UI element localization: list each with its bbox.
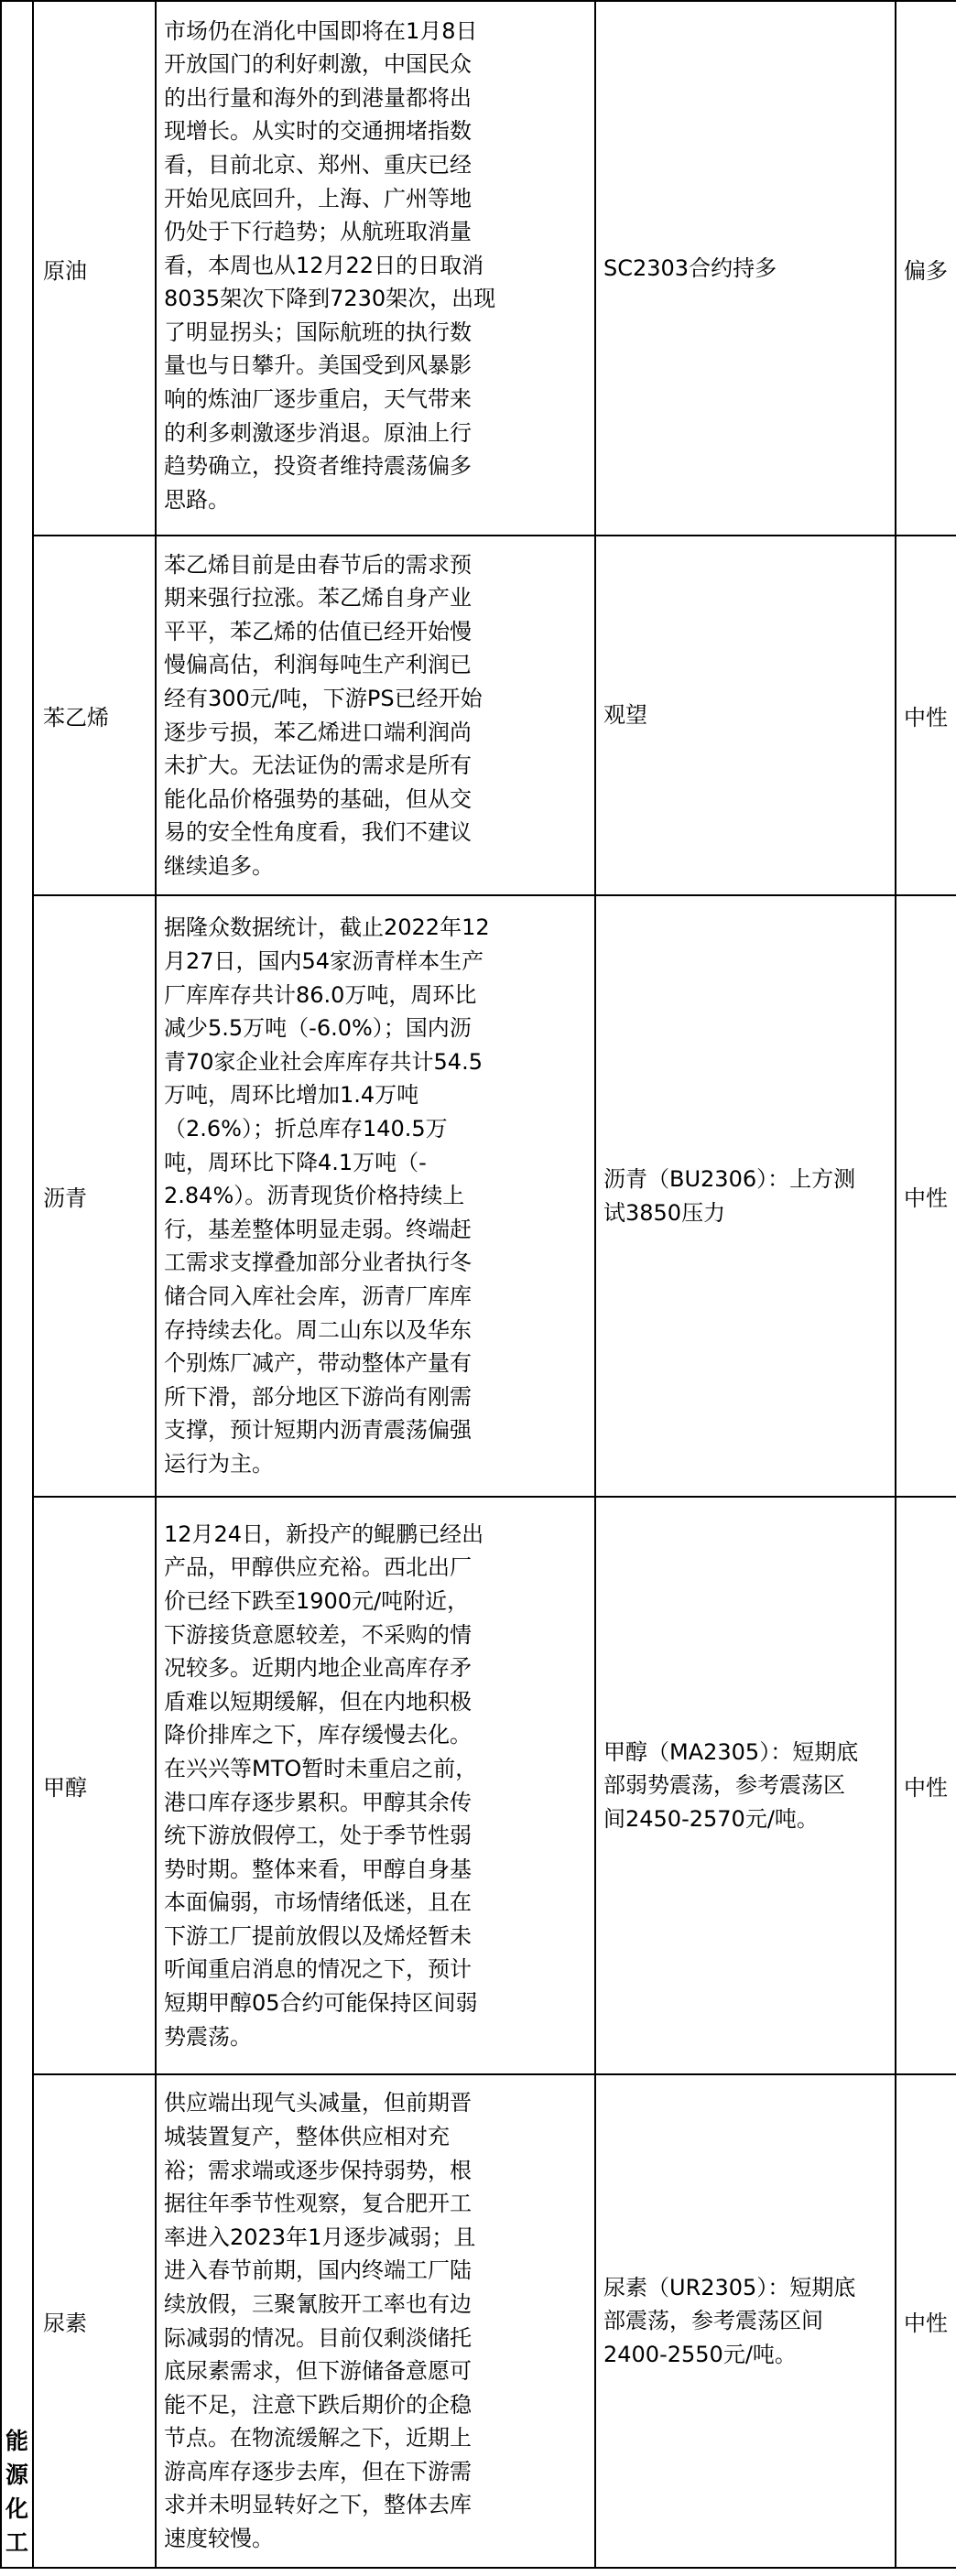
strategy-line: 部弱势震荡，参考震荡区 xyxy=(603,1772,845,1799)
analysis-cell xyxy=(156,1,595,536)
analysis-line: 工需求支撑叠加部分业者执行冬 xyxy=(164,1250,472,1276)
analysis-line: 易的安全性角度看，我们不建议 xyxy=(164,819,472,846)
view-cell: 中性 xyxy=(896,2074,956,2568)
analysis-line: 期来强行拉涨。苯乙烯自身产业 xyxy=(164,585,472,612)
analysis-line: 节点。在物流缓解之下，近期上 xyxy=(164,2425,472,2452)
sector-char: 工 xyxy=(5,2529,28,2556)
analysis-line: 开放国门的利好刺激，中国民众 xyxy=(164,51,472,78)
analysis-line: 看，目前北京、郑州、重庆已经 xyxy=(164,151,472,178)
analysis-line: 经有300元/吨，下游PS已经开始 xyxy=(164,685,483,711)
analysis-line: 据往年季节性观察，复合肥开工 xyxy=(164,2191,472,2217)
analysis-line: 看，本周也从12月22日的日取消 xyxy=(164,252,484,278)
analysis-line: 续放假，三聚氰胺开工率也有边 xyxy=(164,2290,472,2317)
analysis-line: 减少5.5万吨（-6.0%）；国内沥 xyxy=(164,1015,472,1042)
strategy-line: 沥青（BU2306）：上方测 xyxy=(603,1165,856,1192)
analysis-line: 量也与日攀升。美国受到风暴影 xyxy=(164,352,472,379)
table-row xyxy=(1,1,956,536)
table-bottom-border xyxy=(0,2567,956,2576)
analysis-line: 青70家企业社会库库存共计54.5 xyxy=(164,1048,483,1075)
strategy-cell xyxy=(595,1,896,536)
analysis-line: 城装置复产，整体供应相对充 xyxy=(164,2123,450,2149)
analysis-line: 厂库库存共计86.0万吨，周环比 xyxy=(164,981,477,1008)
analysis-line: 裕；需求端或逐步保持弱势，根 xyxy=(164,2157,472,2183)
analysis-line: 了明显拐头；国际航班的执行数 xyxy=(164,319,472,345)
analysis-line: 进入春节前期，国内终端工厂陆 xyxy=(164,2257,472,2284)
strategy-cell xyxy=(595,895,896,1497)
analysis-line: 运行为主。 xyxy=(164,1450,274,1477)
analysis-line: 求并未明显转好之下，整体去库 xyxy=(164,2492,472,2518)
analysis-line: 能不足，注意下跌后期价的企稳 xyxy=(164,2391,472,2418)
analysis-line: 慢偏高估，利润每吨生产利润已 xyxy=(164,652,472,678)
analysis-line: （2.6%）；折总库存140.5万 xyxy=(164,1116,448,1142)
analysis-line: 所下滑，部分地区下游尚有刚需 xyxy=(164,1383,472,1410)
analysis-line: 支撑，预计短期内沥青震荡偏强 xyxy=(164,1417,472,1444)
sector-char: 源 xyxy=(5,2462,28,2488)
analysis-line: 底尿素需求，但下游储备意愿可 xyxy=(164,2358,472,2385)
commodity-name: 苯乙烯 xyxy=(33,536,156,895)
analysis-cell xyxy=(156,1497,595,2074)
analysis-line: 万吨，周环比增加1.4万吨 xyxy=(164,1082,419,1109)
analysis-cell xyxy=(156,895,595,1497)
strategy-line: 部震荡，参考震荡区间 xyxy=(603,2308,823,2334)
analysis-line: 的利多刺激逐步消退。原油上行 xyxy=(164,419,472,446)
analysis-line: 势震荡。 xyxy=(164,2023,252,2050)
analysis-line: 况较多。近期内地企业高库存矛 xyxy=(164,1655,472,1682)
analysis-line: 降价排库之下，库存缓慢去化。 xyxy=(164,1722,472,1748)
analysis-line: 供应端出现气头减量，但前期晋 xyxy=(164,2090,472,2116)
analysis-line: 际减弱的情况。目前仅剩淡储托 xyxy=(164,2324,472,2351)
strategy-line: 观望 xyxy=(603,702,647,729)
sector-cell xyxy=(1,1,33,2568)
commodity-name: 甲醇 xyxy=(33,1497,156,2074)
analysis-line: 趋势确立，投资者维持震荡偏多 xyxy=(164,453,472,480)
analysis-line: 8035架次下降到7230架次，出现 xyxy=(164,286,496,312)
view-cell: 偏多 xyxy=(896,1,956,536)
analysis-line: 盾难以短期缓解，但在内地积极 xyxy=(164,1688,472,1715)
analysis-line: 听闻重启消息的情况之下，预计 xyxy=(164,1956,472,1983)
commodity-name: 原油 xyxy=(33,1,156,536)
analysis-line: 价已经下跌至1900元/吨附近， xyxy=(164,1587,470,1614)
commodity-name: 尿素 xyxy=(33,2074,156,2568)
view-cell: 中性 xyxy=(896,895,956,1497)
analysis-cell xyxy=(156,2074,595,2568)
commodity-name: 沥青 xyxy=(33,895,156,1497)
analysis-line: 势时期。整体来看，甲醇自身基 xyxy=(164,1856,472,1882)
analysis-line: 港口库存逐步累积。甲醇其余传 xyxy=(164,1789,472,1815)
analysis-line: 的出行量和海外的到港量都将出 xyxy=(164,84,472,111)
analysis-line: 据隆众数据统计，截止2022年12 xyxy=(164,915,490,941)
view-cell: 中性 xyxy=(896,536,956,895)
strategy-cell xyxy=(595,536,896,895)
table-row xyxy=(1,895,956,1497)
analysis-line: 本面偏弱，市场情绪低迷，且在 xyxy=(164,1889,472,1916)
analysis-line: 产品，甲醇供应充裕。西北出厂 xyxy=(164,1554,472,1581)
strategy-line: 试3850压力 xyxy=(603,1199,726,1226)
analysis-line: 未扩大。无法证伪的需求是所有 xyxy=(164,752,472,779)
view-cell: 中性 xyxy=(896,1497,956,2074)
sector-char: 化 xyxy=(5,2495,28,2522)
analysis-line: 短期甲醇05合约可能保持区间弱 xyxy=(164,1990,478,2017)
analysis-line: 下游接货意愿较差，不采购的情 xyxy=(164,1621,472,1648)
analysis-line: 能化品价格强势的基础，但从交 xyxy=(164,785,472,812)
analysis-line: 率进入2023年1月逐步减弱；且 xyxy=(164,2224,476,2250)
analysis-line: 下游工厂提前放假以及烯烃暂未 xyxy=(164,1922,472,1949)
analysis-line: 响的炼油厂逐步重启，天气带来 xyxy=(164,386,472,413)
strategy-cell xyxy=(595,2074,896,2568)
analysis-line: 现增长。从实时的交通拥堵指数 xyxy=(164,118,472,145)
strategy-line: 2400-2550元/吨。 xyxy=(603,2341,797,2367)
analysis-line: 游高库存逐步去库，但在下游需 xyxy=(164,2458,472,2484)
analysis-line: 开始见底回升，上海、广州等地 xyxy=(164,185,472,211)
analysis-line: 储合同入库社会库，沥青厂库库 xyxy=(164,1283,472,1309)
analysis-line: 存持续去化。周二山东以及华东 xyxy=(164,1316,472,1343)
table-row xyxy=(1,1497,956,2074)
strategy-line: SC2303合约持多 xyxy=(603,254,777,281)
table-row xyxy=(1,536,956,895)
analysis-line: 思路。 xyxy=(164,486,230,513)
analysis-line: 12月24日，新投产的鲲鹏已经出 xyxy=(164,1521,484,1547)
table-row xyxy=(1,2074,956,2568)
strategy-cell xyxy=(595,1497,896,2074)
analysis-line: 仍处于下行趋势；从航班取消量 xyxy=(164,219,472,245)
strategy-line: 间2450-2570元/吨。 xyxy=(603,1805,819,1832)
strategy-line: 甲醇（MA2305）：短期底 xyxy=(603,1738,859,1765)
analysis-line: 在兴兴等MTO暂时未重启之前， xyxy=(164,1755,478,1781)
analysis-cell xyxy=(156,536,595,895)
analysis-line: 吨，周环比下降4.1万吨（- xyxy=(164,1149,427,1175)
analysis-line: 月27日，国内54家沥青样本生产 xyxy=(164,948,484,975)
analysis-line: 行，基差整体明显走弱。终端赶 xyxy=(164,1216,472,1242)
analysis-line: 逐步亏损，苯乙烯进口端利润尚 xyxy=(164,719,472,745)
strategy-line: 尿素（UR2305）：短期底 xyxy=(603,2274,856,2300)
analysis-line: 速度较慢。 xyxy=(164,2526,274,2552)
analysis-line: 继续追多。 xyxy=(164,852,274,879)
analysis-line: 统下游放假停工，处于季节性弱 xyxy=(164,1823,472,1849)
sector-char: 能 xyxy=(5,2428,28,2454)
analysis-line: 个别炼厂减产，带动整体产量有 xyxy=(164,1350,472,1377)
analysis-line: 2.84%）。沥青现货价格持续上 xyxy=(164,1183,465,1209)
analysis-line: 苯乙烯目前是由春节后的需求预 xyxy=(164,551,472,578)
analysis-line: 平平，苯乙烯的估值已经开始慢 xyxy=(164,618,472,644)
analysis-line: 市场仍在消化中国即将在1月8日 xyxy=(164,17,478,44)
